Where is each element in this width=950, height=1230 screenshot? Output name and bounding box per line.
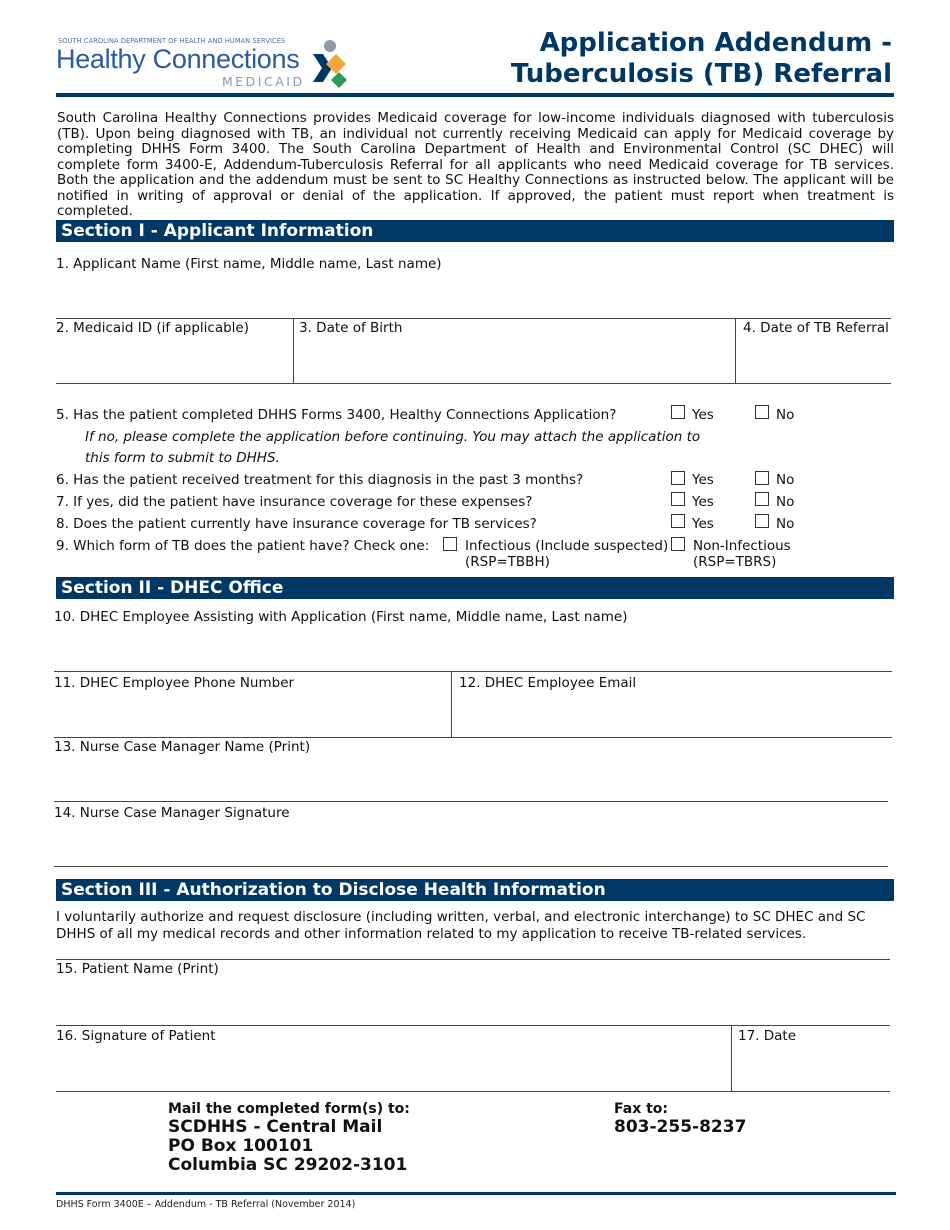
date-of-birth-field[interactable]: [299, 338, 734, 382]
nurse-name-field[interactable]: [54, 757, 888, 801]
fax-number: 803-255-8237: [614, 1117, 747, 1137]
q12-label: 12. DHEC Employee Email: [459, 675, 637, 691]
logo-name: Healthy Connections: [56, 44, 300, 74]
q9-infectious-label: Infectious (Include suspected): [465, 538, 669, 554]
q9-non-infectious-checkbox[interactable]: [671, 537, 685, 551]
page-title-line1: Application Addendum -: [539, 28, 892, 58]
divider: [54, 866, 888, 867]
footer-rule: [56, 1192, 896, 1195]
divider: [293, 318, 294, 383]
q9-non-infectious-label: Non-Infectious: [693, 538, 791, 554]
header-rule: [56, 93, 894, 97]
q7-yes-label: Yes: [692, 494, 714, 510]
mail-line3: Columbia SC 29202-3101: [168, 1155, 408, 1175]
medicaid-id-field[interactable]: [56, 338, 293, 382]
q5-label: 5. Has the patient completed DHHS Forms 3400, Healthy Connections Application?: [56, 407, 617, 423]
q5-note-line2: this form to submit to DHHS.: [85, 450, 280, 466]
q7-label: 7. If yes, did the patient have insurance coverage for these expenses?: [56, 494, 533, 510]
q5-yes-checkbox[interactable]: [671, 405, 685, 419]
q8-yes-checkbox[interactable]: [671, 514, 685, 528]
q15-label: 15. Patient Name (Print): [56, 961, 219, 977]
mail-line1: SCDHHS - Central Mail: [168, 1117, 383, 1137]
divider: [54, 671, 892, 672]
q9-non-infectious-code: (RSP=TBRS): [693, 554, 777, 570]
q9-infectious-code: (RSP=TBBH): [465, 554, 550, 570]
fax-label: Fax to:: [614, 1101, 669, 1117]
q5-note-line1: If no, please complete the application before continuing. You may attach the application to: [85, 429, 701, 445]
page-title-line2: Tuberculosis (TB) Referral: [510, 59, 892, 89]
dhec-employee-name-field[interactable]: [54, 627, 892, 671]
q11-label: 11. DHEC Employee Phone Number: [54, 675, 295, 691]
divider: [735, 318, 736, 383]
q9-infectious-checkbox[interactable]: [443, 537, 457, 551]
q6-label: 6. Has the patient received treatment for this diagnosis in the past 3 months?: [56, 472, 584, 488]
nurse-signature-field[interactable]: [54, 823, 888, 866]
footer-text: DHHS Form 3400E – Addendum - TB Referral (November 2014): [56, 1199, 356, 1210]
q6-yes-label: Yes: [692, 472, 714, 488]
mail-block: [168, 1100, 410, 1175]
section-3-header: Section III - Authorization to Disclose Health Information: [56, 879, 894, 901]
q7-no-label: No: [776, 494, 795, 510]
q7-no-checkbox[interactable]: [755, 492, 769, 506]
logo-medicaid: MEDICAID: [222, 74, 305, 89]
q8-no-checkbox[interactable]: [755, 514, 769, 528]
q6-yes-checkbox[interactable]: [671, 471, 685, 485]
q10-label: 10. DHEC Employee Assisting with Application (First name, Middle name, Last name): [54, 609, 628, 625]
logo: [56, 36, 356, 92]
q5-no-checkbox[interactable]: [755, 405, 769, 419]
q8-no-label: No: [776, 516, 795, 532]
q13-label: 13. Nurse Case Manager Name (Print): [54, 739, 311, 755]
q8-yes-label: Yes: [692, 516, 714, 532]
q3-label: 3. Date of Birth: [299, 320, 403, 336]
page-title: [511, 28, 892, 90]
divider: [731, 1025, 732, 1091]
section-2-header: Section II - DHEC Office: [56, 577, 894, 599]
authorization-text: I voluntarily authorize and request disclosure (including written, verbal, and electronic interchange) to SC DHEC and SC DHHS of all my medical records and other information related to my application to receive TB-related services.: [56, 909, 866, 942]
dhec-phone-field[interactable]: [54, 693, 450, 736]
divider: [56, 1025, 890, 1026]
divider: [54, 801, 888, 802]
patient-signature-field[interactable]: [56, 1046, 730, 1090]
q5-no-label: No: [776, 407, 795, 423]
divider: [56, 1091, 890, 1092]
mail-line2: PO Box 100101: [168, 1136, 314, 1156]
q7-yes-checkbox[interactable]: [671, 492, 685, 506]
q9-label: 9. Which form of TB does the patient have? Check one:: [56, 538, 430, 554]
logo-mark-icon: [310, 38, 350, 90]
q2-label: 2. Medicaid ID (if applicable): [56, 320, 249, 336]
q14-label: 14. Nurse Case Manager Signature: [54, 805, 290, 821]
q6-no-checkbox[interactable]: [755, 471, 769, 485]
q17-label: 17. Date: [738, 1028, 797, 1044]
dhec-email-field[interactable]: [459, 693, 891, 736]
patient-name-field[interactable]: [56, 979, 890, 1025]
divider: [56, 383, 891, 384]
section-1-header: Section I - Applicant Information: [56, 220, 894, 242]
q5-yes-label: Yes: [692, 407, 714, 423]
divider: [451, 671, 452, 737]
q4-label: 4. Date of TB Referral: [743, 320, 889, 336]
mail-label: Mail the completed form(s) to:: [168, 1101, 410, 1117]
q6-no-label: No: [776, 472, 795, 488]
q1-label: 1. Applicant Name (First name, Middle name, Last name): [56, 256, 442, 272]
q16-label: 16. Signature of Patient: [56, 1028, 216, 1044]
q8-label: 8. Does the patient currently have insurance coverage for TB services?: [56, 516, 537, 532]
tb-referral-date-field[interactable]: [743, 338, 891, 382]
patient-date-field[interactable]: [738, 1046, 890, 1090]
fax-block: [614, 1100, 746, 1137]
applicant-name-field[interactable]: [56, 274, 891, 318]
intro-text: South Carolina Healthy Connections provides Medicaid coverage for low-income individuals diagnosed with tuberculosis (TB). Upon being diagnosed with TB, an individual not currently receiving Medicaid can apply for Medicaid coverage by completing DHHS Form 3400. The South Carolina Department of Health and Environmental Control (SC DHEC) will complete form 3400-E, Addendum-Tuberculosis Referral for all applicants who need Medicaid coverage for TB services. Both the application and the addendum must be sent to SC Healthy Connections as instructed below. The applicant will be notified in writing of approval or denial of the application. If approved, the patient must report when treatment is completed.: [57, 110, 894, 219]
logo-agency: SOUTH CAROLINA DEPARTMENT OF HEALTH AND HUMAN SERVICES: [58, 37, 286, 45]
